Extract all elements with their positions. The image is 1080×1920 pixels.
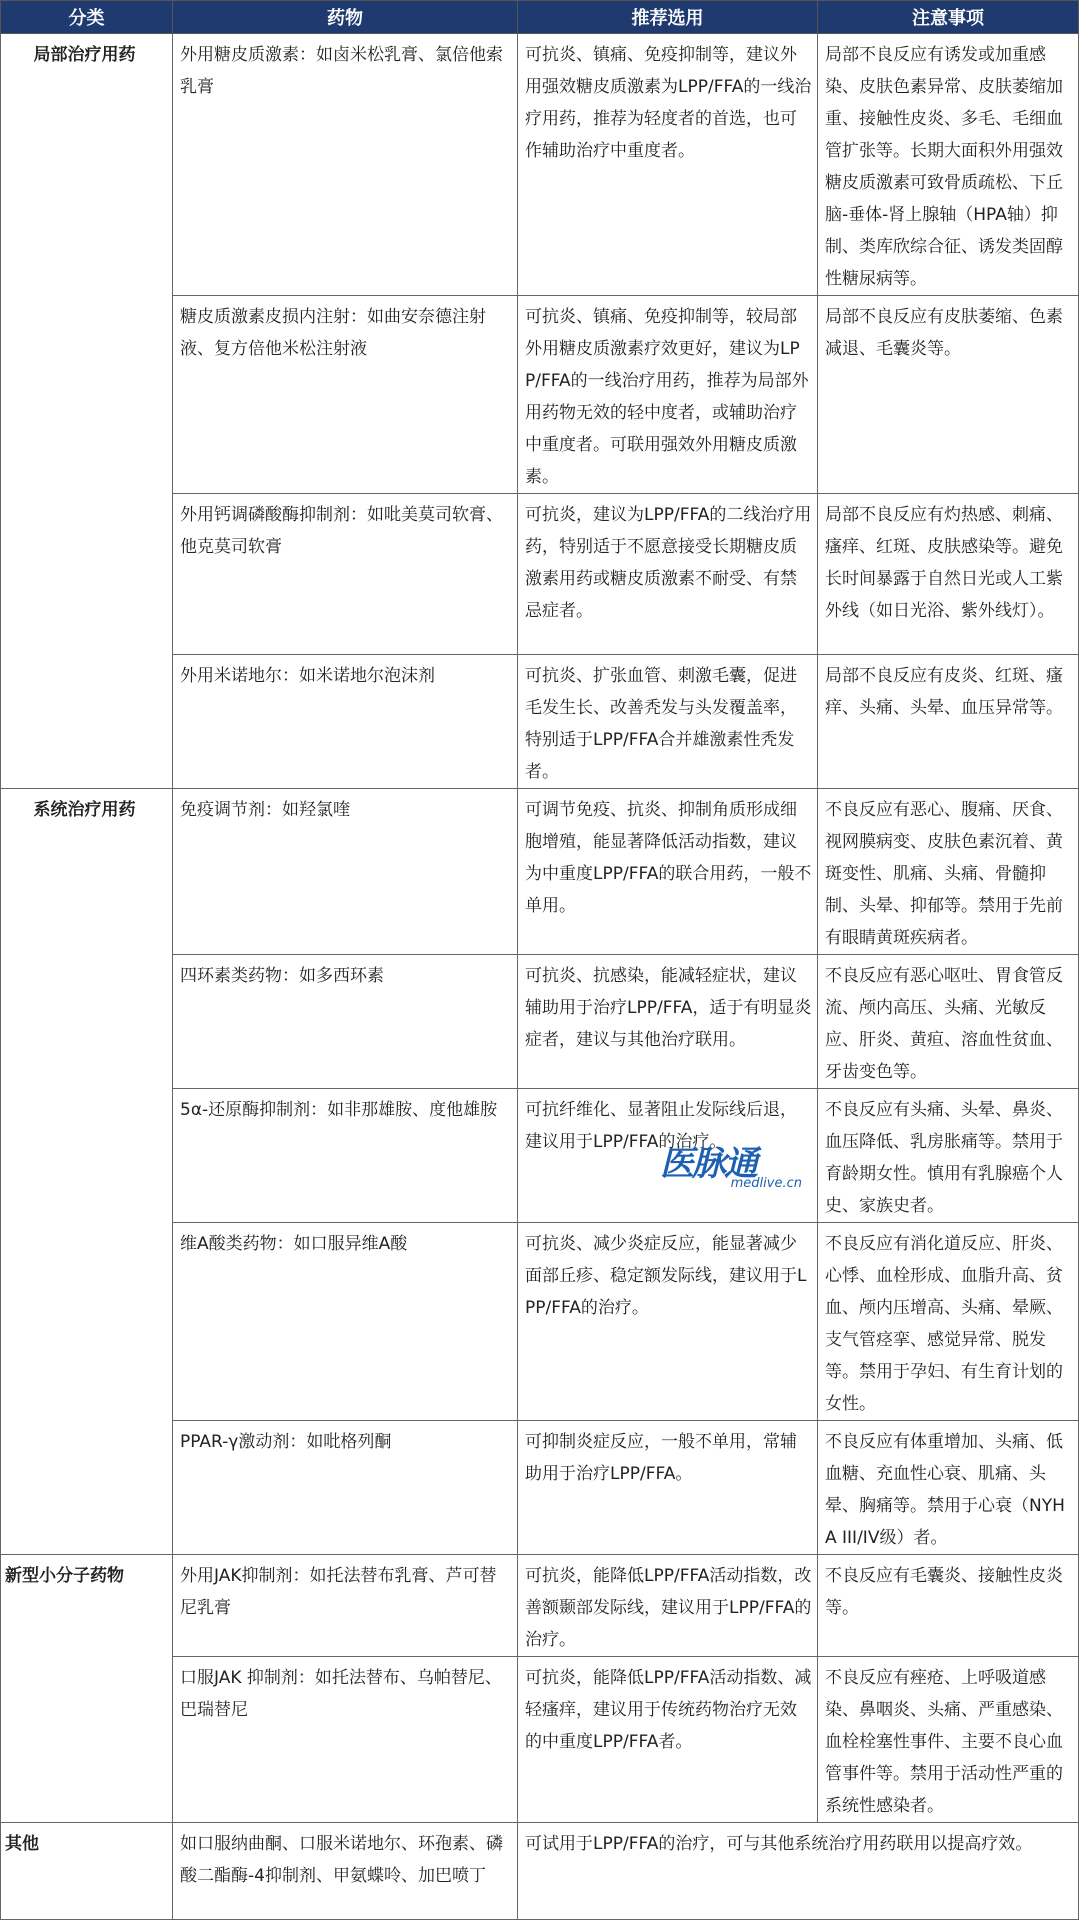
medlive-watermark-logo xyxy=(660,1136,802,1196)
recommend-cell: 可抗炎，建议为LPP/FFA的二线治疗用药，特别适于不愿意接受长期糖皮质激素用药或糖皮质激素不耐受、有禁忌症者。 xyxy=(518,494,818,655)
category-cell: 局部治疗用药 xyxy=(1,34,173,789)
drug-cell: 口服JAK 抑制剂：如托法替布、乌帕替尼、巴瑞替尼 xyxy=(173,1657,518,1823)
recommend-cell: 可调节免疫、抗炎、抑制角质形成细胞增殖，能显著降低活动指数，建议为中重度LPP/FFA的联合用药，一般不单用。 xyxy=(518,789,818,955)
drug-cell: PPAR-γ激动剂：如吡格列酮 xyxy=(173,1421,518,1555)
header-category: 分类 xyxy=(1,1,173,34)
category-cell: 系统治疗用药 xyxy=(1,789,173,1555)
notes-cell: 局部不良反应有皮肤萎缩、色素减退、毛囊炎等。 xyxy=(818,296,1079,494)
drug-cell: 免疫调节剂：如羟氯喹 xyxy=(173,789,518,955)
table-row xyxy=(1,34,1079,296)
drug-cell: 外用米诺地尔：如米诺地尔泡沫剂 xyxy=(173,655,518,789)
drug-cell: 5α-还原酶抑制剂：如非那雄胺、度他雄胺 xyxy=(173,1089,518,1223)
notes-cell: 不良反应有消化道反应、肝炎、心悸、血栓形成、血脂升高、贫血、颅内压增高、头痛、晕厥、支气管痉挛、感觉异常、脱发等。禁用于孕妇、有生育计划的女性。 xyxy=(818,1223,1079,1421)
notes-cell: 不良反应有体重增加、头痛、低血糖、充血性心衰、肌痛、头晕、胸痛等。禁用于心衰（NYHA III/IV级）者。 xyxy=(818,1421,1079,1555)
notes-cell: 不良反应有恶心呕吐、胃食管反流、颅内高压、头痛、光敏反应、肝炎、黄疸、溶血性贫血、牙齿变色等。 xyxy=(818,955,1079,1089)
table-row xyxy=(1,1555,1079,1657)
notes-cell: 局部不良反应有灼热感、刺痛、瘙痒、红斑、皮肤感染等。避免长时间暴露于自然日光或人工紫外线（如日光浴、紫外线灯）。 xyxy=(818,494,1079,655)
notes-cell: 不良反应有痤疮、上呼吸道感染、鼻咽炎、头痛、严重感染、血栓栓塞性事件、主要不良心血管事件等。禁用于活动性严重的系统性感染者。 xyxy=(818,1657,1079,1823)
drug-cell: 如口服纳曲酮、口服米诺地尔、环孢素、磷酸二酯酶-4抑制剂、甲氨蝶呤、加巴喷丁 xyxy=(173,1823,518,1920)
recommend-cell: 可抗炎、镇痛、免疫抑制等，较局部外用糖皮质激素疗效更好，建议为LPP/FFA的一线治疗用药，推荐为局部外用药物无效的轻中度者，或辅助治疗中重度者。可联用强效外用糖皮质激素。 xyxy=(518,296,818,494)
recommend-cell: 可抗炎，能降低LPP/FFA活动指数、减轻瘙痒，建议用于传统药物治疗无效的中重度LPP/FFA者。 xyxy=(518,1657,818,1823)
drug-cell: 维A酸类药物：如口服异维A酸 xyxy=(173,1223,518,1421)
notes-cell: 不良反应有恶心、腹痛、厌食、视网膜病变、皮肤色素沉着、黄斑变性、肌痛、头痛、骨髓抑制、头晕、抑郁等。禁用于先前有眼睛黄斑疾病者。 xyxy=(818,789,1079,955)
watermark-sub: medlive.cn xyxy=(730,1176,802,1191)
recommend-cell: 可试用于LPP/FFA的治疗，可与其他系统治疗用药联用以提高疗效。 xyxy=(518,1823,1079,1920)
recommend-cell: 可抗炎、减少炎症反应，能显著减少面部丘疹、稳定额发际线，建议用于LPP/FFA的治疗。 xyxy=(518,1223,818,1421)
table-header-row xyxy=(1,1,1079,34)
header-recommend: 推荐选用 xyxy=(518,1,818,34)
notes-cell: 不良反应有毛囊炎、接触性皮炎等。 xyxy=(818,1555,1079,1657)
notes-cell: 不良反应有头痛、头晕、鼻炎、血压降低、乳房胀痛等。禁用于育龄期女性。慎用有乳腺癌个人史、家族史者。 xyxy=(818,1089,1079,1223)
drug-cell: 糖皮质激素皮损内注射：如曲安奈德注射液、复方倍他米松注射液 xyxy=(173,296,518,494)
drug-cell: 外用钙调磷酸酶抑制剂：如吡美莫司软膏、他克莫司软膏 xyxy=(173,494,518,655)
drug-cell: 外用糖皮质激素：如卤米松乳膏、氯倍他索乳膏 xyxy=(173,34,518,296)
table-row xyxy=(1,789,1079,955)
recommend-cell: 可抗炎、镇痛、免疫抑制等，建议外用强效糖皮质激素为LPP/FFA的一线治疗用药，推荐为轻度者的首选，也可作辅助治疗中重度者。 xyxy=(518,34,818,296)
drug-cell: 四环素类药物：如多西环素 xyxy=(173,955,518,1089)
category-cell: 其他 xyxy=(1,1823,173,1920)
recommend-cell: 可抗炎、扩张血管、刺激毛囊，促进毛发生长、改善秃发与头发覆盖率，特别适于LPP/FFA合并雄激素性秃发者。 xyxy=(518,655,818,789)
drug-cell: 外用JAK抑制剂：如托法替布乳膏、芦可替尼乳膏 xyxy=(173,1555,518,1657)
recommend-cell: 可抗炎、抗感染，能减轻症状，建议辅助用于治疗LPP/FFA，适于有明显炎症者，建议与其他治疗联用。 xyxy=(518,955,818,1089)
notes-cell: 局部不良反应有诱发或加重感染、皮肤色素异常、皮肤萎缩加重、接触性皮炎、多毛、毛细血管扩张等。长期大面积外用强效糖皮质激素可致骨质疏松、下丘脑-垂体-肾上腺轴（HPA轴）抑制、类库欣综合征、诱发类固醇性糖尿病等。 xyxy=(818,34,1079,296)
recommend-cell: 可抗纤维化、显著阻止发际线后退，建议用于LPP/FFA的治疗。 xyxy=(518,1089,818,1223)
watermark-main: 医脉通 xyxy=(660,1144,756,1184)
recommend-cell: 可抗炎，能降低LPP/FFA活动指数，改善额颞部发际线，建议用于LPP/FFA的治疗。 xyxy=(518,1555,818,1657)
notes-cell: 局部不良反应有皮炎、红斑、瘙痒、头痛、头晕、血压异常等。 xyxy=(818,655,1079,789)
header-notes: 注意事项 xyxy=(818,1,1079,34)
recommend-cell: 可抑制炎症反应，一般不单用，常辅助用于治疗LPP/FFA。 xyxy=(518,1421,818,1555)
header-drug: 药物 xyxy=(173,1,518,34)
table-row xyxy=(1,1823,1079,1920)
category-cell: 新型小分子药物 xyxy=(1,1555,173,1823)
